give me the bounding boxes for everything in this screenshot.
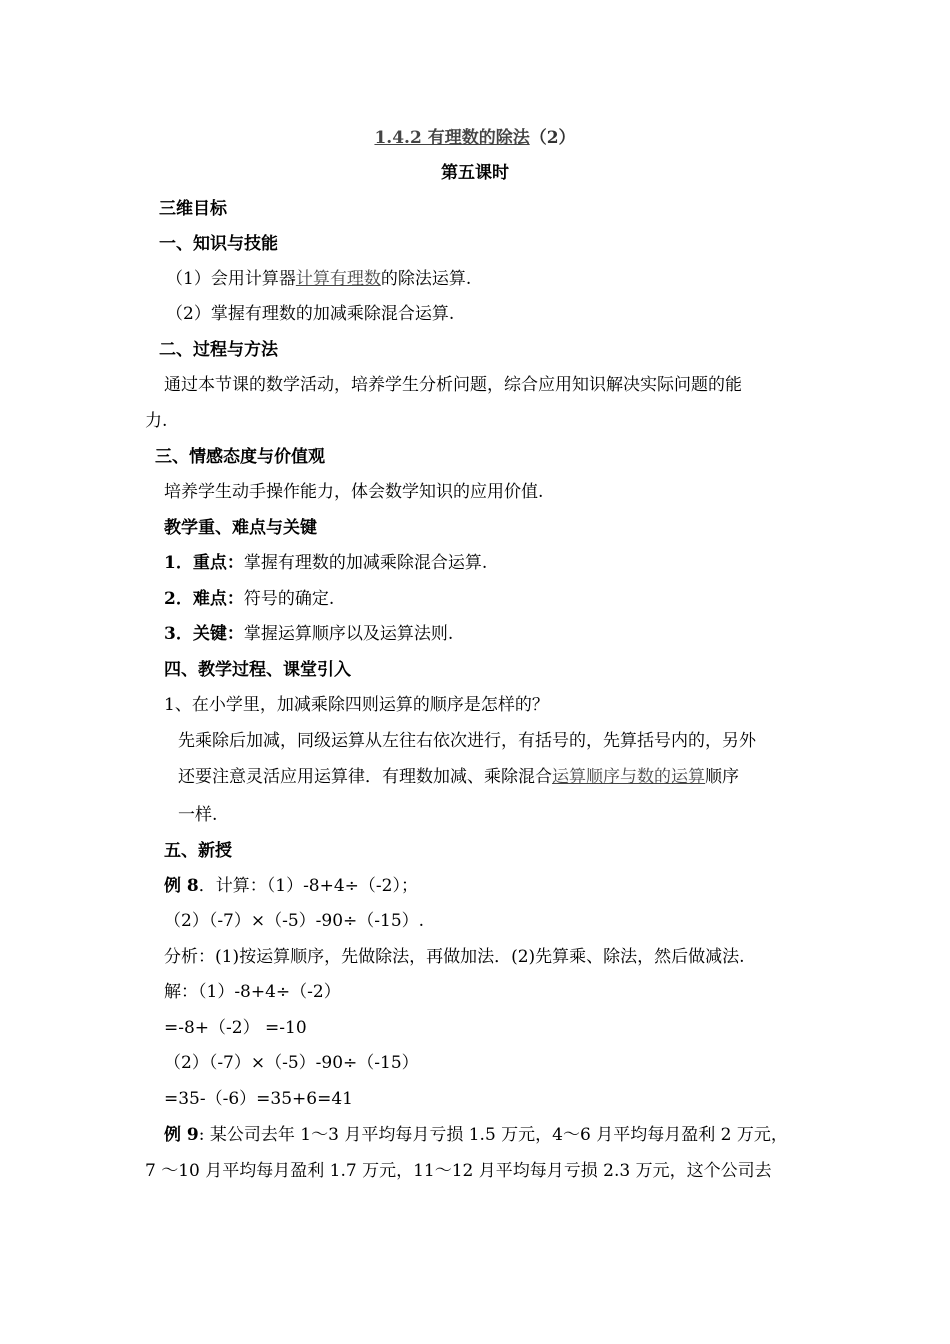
key-point-2-label: 2．难点： [164, 589, 244, 609]
goals-heading: 三维目标 [159, 199, 227, 219]
section3-paragraph: 培养学生动手操作能力，体会数学知识的应用价值. [164, 482, 544, 502]
item1-link[interactable]: 计算有理数 [295, 269, 381, 289]
solution-line1: 解：（1）-8+4÷（-2） [164, 982, 341, 1002]
key-point-2-text: 符号的确定. [243, 589, 335, 609]
title-link[interactable]: 1.4.2 有理数的除法 [374, 128, 530, 148]
section4-answer-line1: 先乘除后加减，同级运算从左往右依次进行，有括号的，先算括号内的，另外 [178, 731, 756, 751]
section1-item1 [166, 268, 471, 290]
title-suffix: （2） [529, 128, 576, 148]
section1-heading: 一、知识与技能 [159, 234, 278, 254]
solution-line3: （2）（-7）×（-5）-90÷（-15） [164, 1053, 419, 1073]
section2-paragraph-line1: 通过本节课的数学活动，培养学生分析问题，综合应用知识解决实际问题的能 [164, 375, 742, 395]
document-title [0, 127, 950, 149]
example8-text: ．计算：（1）-8+4÷（-2）； [198, 876, 418, 896]
example8-line1 [164, 875, 418, 897]
answer-line2-suffix: 顺序 [705, 767, 739, 787]
answer-line2-link[interactable]: 运算顺序与数的运算 [552, 767, 705, 787]
key-point-3-text: 掌握运算顺序以及运算法则. [243, 624, 454, 644]
key-points-heading: 教学重、难点与关键 [164, 518, 317, 538]
section3-heading: 三、情感态度与价值观 [155, 447, 325, 467]
section2-heading: 二、过程与方法 [159, 340, 278, 360]
item1-suffix: 的除法运算. [380, 269, 472, 289]
section2-paragraph-line2: 力. [145, 411, 168, 431]
solution-line4: =35-（-6）=35+6=41 [164, 1089, 353, 1109]
key-point-3-label: 3．关键： [164, 624, 244, 644]
key-point-2 [164, 588, 334, 610]
section4-heading: 四、教学过程、课堂引入 [164, 660, 351, 680]
example9-line2: 7 ～10 月平均每月盈利 1.7 万元，11～12 月平均每月亏损 2.3 万元，这个公司去 [145, 1161, 772, 1181]
example9-label: 例 9 [164, 1125, 199, 1145]
key-point-1-label: 1．重点： [164, 553, 244, 573]
example8-label: 例 8 [164, 876, 199, 896]
example9-text: : 某公司去年 1～3 月平均每月亏损 1.5 万元，4～6 月平均每月盈利 2 万元， [198, 1125, 788, 1145]
key-point-1 [164, 552, 487, 574]
key-point-1-text: 掌握有理数的加减乘除混合运算. [243, 553, 488, 573]
example8-analysis: 分析：(1)按运算顺序，先做除法，再做加法．(2)先算乘、除法，然后做减法. [164, 947, 745, 967]
example9-line1 [164, 1124, 788, 1146]
section5-heading: 五、新授 [164, 841, 232, 861]
answer-line2-prefix: 还要注意灵活应用运算律．有理数加减、乘除混合 [178, 767, 552, 787]
solution-line2: =-8+（-2） =-10 [164, 1018, 307, 1038]
key-point-3 [164, 623, 453, 645]
section4-answer-line3: 一样. [178, 805, 218, 825]
document-subtitle: 第五课时 [441, 163, 509, 183]
item1-prefix: （1）会用计算器 [166, 269, 296, 289]
section1-item2: （2）掌握有理数的加减乘除混合运算. [166, 304, 455, 324]
section4-answer-line2 [178, 766, 739, 788]
example8-part2: （2）（-7）×（-5）-90÷（-15）. [164, 911, 425, 931]
section4-question: 1、在小学里，加减乘除四则运算的顺序是怎样的？ [164, 695, 549, 715]
